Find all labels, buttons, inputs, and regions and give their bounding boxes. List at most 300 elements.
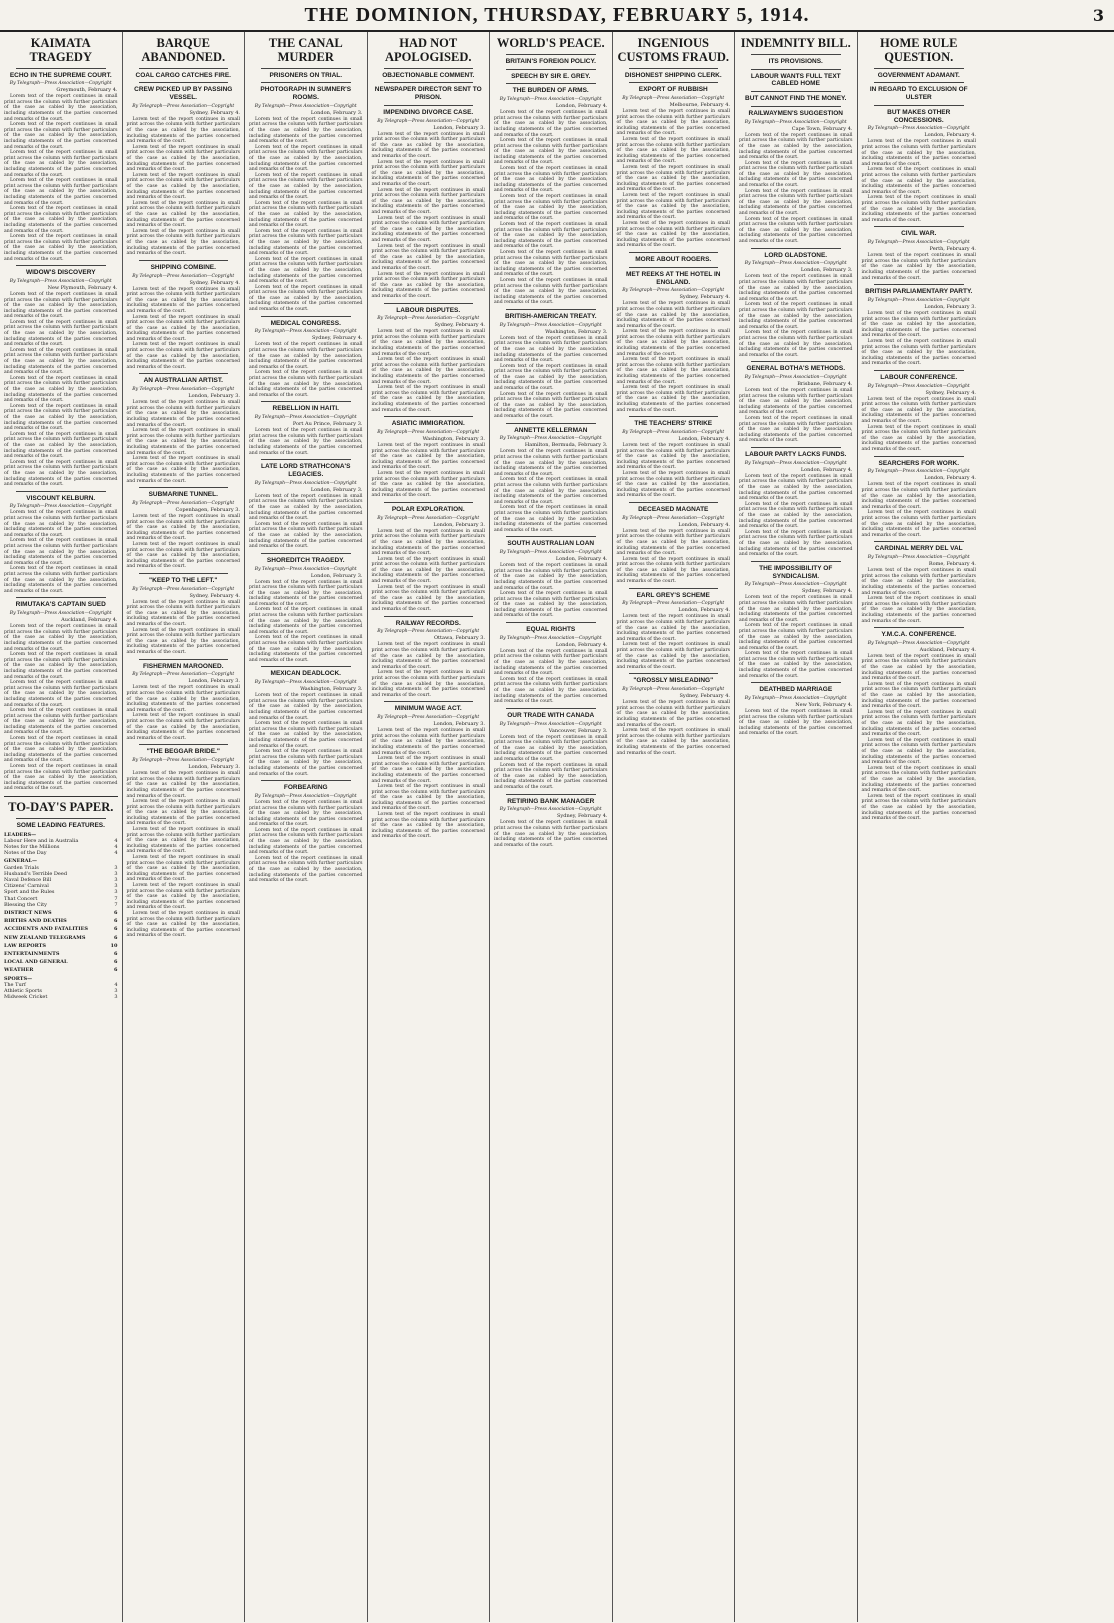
article-subhead: SOUTH AUSTRALIAN LOAN bbox=[507, 540, 595, 548]
article-body bbox=[127, 287, 241, 371]
contents-label: Sport and the Rules bbox=[4, 889, 55, 896]
masthead-title: THE DOMINION, THURSDAY, FEBRUARY 5, 1914. bbox=[304, 4, 810, 26]
article-subhead: SHIPPING COMBINE. bbox=[150, 263, 216, 271]
article bbox=[494, 536, 608, 619]
section-rule bbox=[874, 284, 965, 285]
article-body bbox=[862, 568, 977, 624]
article bbox=[617, 267, 731, 413]
article-body bbox=[372, 642, 486, 698]
section-rule bbox=[506, 708, 596, 709]
article-headline: WORLD'S PEACE. bbox=[496, 36, 605, 50]
article-subhead: EXPORT OF RUBBISH bbox=[638, 86, 708, 94]
section-rule bbox=[139, 82, 229, 83]
headline-rule bbox=[874, 68, 965, 69]
contents-page: 3 bbox=[114, 876, 118, 883]
byline: By Telegraph—Press Association—Copyright bbox=[9, 81, 112, 87]
byline: By Telegraph—Press Association—Copyright bbox=[132, 586, 235, 592]
dateline: Washington, February 3. bbox=[300, 686, 363, 693]
paragraph: Lorem text of the report continues in small print across the column with further particulars of the case as cabled by the association, including statements of the parties concerned and remarks of the court. bbox=[616, 528, 730, 557]
columns bbox=[0, 32, 1114, 1622]
paragraph: Lorem text of the report continues in small print across the column with further particulars of the case as cabled by the association, including statements of the parties concerned and remarks of the court. bbox=[371, 187, 485, 215]
section-rule bbox=[874, 541, 965, 542]
byline: By Telegraph—Press Association—Copyright bbox=[867, 126, 970, 132]
column-1 bbox=[0, 32, 123, 1622]
article bbox=[494, 37, 608, 66]
column-4 bbox=[368, 32, 491, 1622]
paragraph: Lorem text of the report continues in small print across the column with further particulars of the case as cabled by the association, including statements of the parties concerned and remarks of the court. bbox=[371, 784, 485, 812]
dateline: London, February 4. bbox=[555, 103, 608, 110]
paragraph: Lorem text of the report continues in small print across the column with further particulars of the case as cabled by the association, including statements of the parties concerned and remarks of the court. bbox=[249, 428, 363, 456]
byline: By Telegraph—Press Association—Copyright bbox=[744, 460, 847, 466]
article-subhead: MORE ABOUT ROGERS. bbox=[635, 255, 712, 263]
article-body bbox=[862, 482, 977, 538]
article bbox=[4, 597, 118, 792]
paragraph: Lorem text of the report continues in small print across the column with further particulars of the case as cabled by the association, including statements of the parties concerned and remarks of the court. bbox=[739, 651, 853, 679]
paragraph: Lorem text of the report continues in small print across the column with further particulars of the case as cabled by the association, including statements of the parties concerned and remarks of the court. bbox=[494, 563, 608, 591]
article-body bbox=[249, 693, 363, 777]
section-rule bbox=[874, 456, 965, 457]
contents-label: ACCIDENTS AND FATALITIES bbox=[4, 926, 89, 933]
paragraph: Lorem text of the report continues in small print across the column with further particulars of the case as cabled by the association, including statements of the parties concerned and remarks of the court. bbox=[861, 596, 976, 624]
paragraph: Lorem text of the report continues in small print across the column with further particulars of the case as cabled by the association, including statements of the parties concerned and remarks of the court. bbox=[861, 709, 976, 738]
paragraph: Lorem text of the report continues in small print across the column with further particulars of the case as cabled by the association, including statements of the parties concerned and remarks of the court. bbox=[616, 137, 730, 165]
byline: By Telegraph—Press Association—Copyright bbox=[744, 261, 847, 267]
paragraph: Lorem text of the report continues in small print across the column with further particulars of the case as cabled by the association, including statements of the parties concerned and remarks of the court. bbox=[249, 579, 363, 607]
byline: By Telegraph—Press Association—Copyright bbox=[132, 103, 235, 109]
paragraph: Lorem text of the report continues in small print across the column with further particulars of the case as cabled by the association, including statements of the parties concerned and remarks of the court. bbox=[494, 166, 608, 194]
article-subhead: THE TEACHERS' STRIKE bbox=[634, 420, 713, 428]
dateline: London, February 3. bbox=[188, 678, 240, 685]
article bbox=[127, 82, 241, 256]
section-rule bbox=[751, 561, 841, 562]
section-rule bbox=[506, 309, 596, 310]
paragraph: Lorem text of the report continues in small print across the column with further particulars of the case as cabled by the association, including statements of the parties concerned and remarks of the court. bbox=[861, 139, 976, 167]
byline: By Telegraph—Press Association—Copyright bbox=[499, 807, 602, 813]
article-body bbox=[372, 443, 486, 499]
paragraph: Lorem text of the report continues in small print across the column with further particulars of the case as cabled by the association, including statements of the parties concerned and remarks of the court. bbox=[616, 700, 730, 728]
dateline: New York, February 4. bbox=[795, 702, 853, 709]
contents-page: 4 bbox=[114, 981, 118, 988]
article bbox=[372, 502, 486, 613]
article-body bbox=[739, 474, 853, 558]
article-body bbox=[494, 563, 608, 619]
article-body bbox=[372, 529, 486, 613]
paragraph: Lorem text of the report continues in small print across the column with further particulars of the case as cabled by the association, including statements of the parties concerned and remarks of the court. bbox=[126, 342, 240, 370]
article bbox=[249, 82, 363, 312]
paragraph: Lorem text of the report continues in small print across the column with further particulars of the case as cabled by the association, including statements of the parties concerned and remarks of the court. bbox=[4, 150, 118, 178]
article bbox=[494, 69, 608, 81]
article-body bbox=[127, 400, 241, 484]
section-rule bbox=[384, 616, 474, 617]
paragraph: Lorem text of the report continues in small print across the column with further particulars of the case as cabled by the association, including statements of the parties concerned and remarks of the court. bbox=[249, 721, 363, 749]
article-subhead: VISCOUNT KELBURN. bbox=[26, 494, 96, 502]
article bbox=[372, 416, 486, 499]
byline: By Telegraph—Press Association—Copyright bbox=[622, 515, 725, 521]
paragraph: Lorem text of the report continues in small print across the column with further particulars of the case as cabled by the association, including statements of the parties concerned and remarks of the court. bbox=[616, 728, 730, 756]
section-rule bbox=[261, 459, 351, 460]
article bbox=[739, 682, 853, 737]
article-subhead: SEARCHERS FOR WORK. bbox=[878, 459, 960, 467]
byline: By Telegraph—Press Association—Copyright bbox=[254, 329, 357, 335]
dateline: Washington, February 3. bbox=[422, 436, 485, 442]
paragraph: Lorem text of the report continues in small print across the column with further particulars of the case as cabled by the association, including statements of the parties concerned and remarks of the court. bbox=[4, 206, 118, 234]
article bbox=[494, 423, 608, 534]
paragraph: Lorem text of the report continues in small print across the column with further particulars of the case as cabled by the association, including statements of the parties concerned and remarks of the court. bbox=[494, 648, 608, 677]
article-subhead: OUR TRADE WITH CANADA bbox=[507, 711, 595, 719]
dateline: London, February 3. bbox=[800, 267, 853, 274]
contents-label: DISTRICT NEWS bbox=[4, 909, 52, 916]
section-rule bbox=[139, 260, 229, 261]
article-subhead: MEDICAL CONGRESS. bbox=[270, 319, 341, 327]
article bbox=[617, 252, 731, 264]
paragraph: Lorem text of the report continues in small print across the column with further particulars of the case as cabled by the association, including statements of the parties concerned and remarks of the court. bbox=[126, 314, 240, 342]
article-body bbox=[372, 329, 486, 413]
byline: By Telegraph—Press Association—Copyright bbox=[254, 480, 357, 486]
section-rule bbox=[751, 91, 841, 92]
paragraph: Lorem text of the report continues in small print across the column with further particulars of the case as cabled by the association, including statements of the parties concerned and remarks of the court. bbox=[616, 109, 730, 137]
paragraph: Lorem text of the report continues in small print across the column with further particulars of the case as cabled by the association, including statements of the parties concerned and remarks of the court. bbox=[371, 728, 485, 756]
contents-page: 6 bbox=[114, 926, 118, 933]
contents-row bbox=[4, 959, 118, 965]
paragraph: Lorem text of the report continues in small print across the column with further particulars of the case as cabled by the association, including statements of the parties concerned and remarks of the court. bbox=[249, 284, 363, 313]
paragraph: Lorem text of the report continues in small print across the column with further particulars of the case as cabled by the association, including statements of the parties concerned and remarks of the court. bbox=[861, 482, 976, 510]
article bbox=[4, 37, 118, 262]
dateline: Sydney, February 4. bbox=[189, 109, 240, 116]
section-rule bbox=[506, 622, 596, 623]
column-6 bbox=[613, 32, 736, 1622]
contents-label: WEATHER bbox=[4, 967, 34, 974]
dateline: London, February 3. bbox=[924, 303, 976, 310]
article-body bbox=[739, 595, 853, 679]
paragraph: Lorem text of the report continues in small print across the column with further particulars of the case as cabled by the association, including statements of the parties concerned and remarks of the court. bbox=[4, 431, 118, 460]
article bbox=[494, 708, 608, 791]
contents-page: 4 bbox=[114, 843, 118, 850]
article-body bbox=[127, 117, 241, 257]
article bbox=[739, 561, 853, 680]
article-subhead: LATE LORD STRATHCONA'S LEGACIES. bbox=[261, 463, 351, 478]
paragraph: Lorem text of the report continues in small print across the column with further particulars of the case as cabled by the association, including statements of the parties concerned and remarks of the court. bbox=[861, 568, 976, 596]
paragraph: Lorem text of the report continues in small print across the column with further particulars of the case as cabled by the association, including statements of the parties concerned and remarks of the court. bbox=[126, 172, 240, 201]
paragraph: Lorem text of the report continues in small print across the column with further particulars of the case as cabled by the association, including statements of the parties concerned and remarks of the court. bbox=[371, 243, 485, 271]
paragraph: Lorem text of the report continues in small print across the column with further particulars of the case as cabled by the association, including statements of the parties concerned and remarks of the court. bbox=[126, 228, 240, 257]
article-subhead: GENERAL BOTHA'S METHODS. bbox=[746, 365, 846, 373]
headline-rule bbox=[751, 54, 841, 55]
article bbox=[494, 309, 608, 420]
article-subhead: IN REGARD TO EXCLUSION OF ULSTER bbox=[869, 86, 968, 102]
dateline: Sydney, February 4. bbox=[679, 294, 730, 301]
article-body bbox=[862, 253, 977, 281]
byline: By Telegraph—Press Association—Copyright bbox=[254, 415, 357, 421]
contents-label: The Turf bbox=[4, 981, 26, 988]
article-body bbox=[617, 109, 731, 249]
article-body bbox=[127, 514, 241, 570]
paragraph: Lorem text of the report continues in small print across the column with further particulars of the case as cabled by the association, including statements of the parties concerned and remarks of the court. bbox=[126, 685, 240, 713]
section-rule bbox=[261, 553, 351, 554]
dateline: Sydney, February 4. bbox=[434, 322, 485, 329]
article-body bbox=[249, 580, 363, 664]
article-subhead: CIVIL WAR. bbox=[901, 230, 937, 238]
dateline: London, February 4. bbox=[555, 556, 608, 563]
headline-rule bbox=[629, 68, 719, 69]
article-subhead: Y.M.C.A. CONFERENCE. bbox=[881, 631, 957, 639]
contents-list bbox=[4, 832, 118, 1001]
paragraph: Lorem text of the report continues in small print across the column with further particulars of the case as cabled by the association, including statements of the parties concerned and remarks of the court. bbox=[494, 734, 608, 762]
article bbox=[372, 616, 486, 699]
byline: By Telegraph—Press Association—Copyright bbox=[744, 696, 847, 702]
paragraph: Lorem text of the report continues in small print across the column with further particulars of the case as cabled by the association, including statements of the parties concerned and remarks of the court. bbox=[616, 470, 730, 499]
paragraph: Lorem text of the report continues in small print across the column with further particulars of the case as cabled by the association, including statements of the parties concerned and remarks of the court. bbox=[739, 188, 853, 217]
article-subhead: ECHO IN THE SUPREME COURT. bbox=[9, 71, 112, 79]
article-body bbox=[862, 654, 977, 822]
section-rule bbox=[261, 401, 351, 402]
paragraph: Lorem text of the report continues in small print across the column with further particulars of the case as cabled by the association, including statements of the parties concerned and remarks of the court. bbox=[249, 144, 363, 173]
article-subhead: ANNETTE KELLERMAN bbox=[514, 426, 588, 434]
article-subhead: THE BURDEN OF ARMS. bbox=[512, 87, 589, 95]
paragraph: Lorem text of the report continues in small print across the column with further particulars of the case as cabled by the association, including statements of the parties concerned and remarks of the court. bbox=[494, 138, 608, 166]
paragraph: Lorem text of the report continues in small print across the column with further particulars of the case as cabled by the association, including statements of the parties concerned and remarks of the court. bbox=[126, 827, 240, 855]
dateline: London, February 4. bbox=[678, 521, 730, 528]
contents-row bbox=[4, 935, 118, 941]
paragraph: Lorem text of the report continues in small print across the column with further particulars of the case as cabled by the association, including statements of the parties concerned and remarks of the court. bbox=[739, 416, 853, 444]
article-subhead: "THE BEGGAR BRIDE." bbox=[146, 748, 220, 756]
article bbox=[372, 82, 486, 102]
paragraph: Lorem text of the report continues in small print across the column with further particulars of the case as cabled by the association, including statements of the parties concerned and remarks of the court. bbox=[249, 172, 363, 201]
paragraph: Lorem text of the report continues in small print across the column with further particulars of the case as cabled by the association, including statements of the parties concerned and remarks of the court. bbox=[249, 370, 363, 398]
article-subhead: SPEECH BY SIR E. GREY. bbox=[511, 72, 591, 80]
article-body bbox=[249, 342, 363, 398]
paragraph: Lorem text of the report continues in small print across the column with further particulars of the case as cabled by the association, including statements of the parties concerned and remarks of the court. bbox=[4, 347, 118, 376]
section-rule bbox=[139, 487, 229, 488]
column-3 bbox=[245, 32, 368, 1622]
article-subhead: EQUAL RIGHTS bbox=[526, 626, 576, 634]
byline: By Telegraph—Press Association—Copyright bbox=[377, 715, 480, 721]
paragraph: Lorem text of the report continues in small print across the column with further particulars of the case as cabled by the association, including statements of the parties concerned and remarks of the court. bbox=[616, 556, 730, 585]
column-7 bbox=[735, 32, 858, 1622]
paragraph: Lorem text of the report continues in small print across the column with further particulars of the case as cabled by the association, including statements of the parties concerned and remarks of the court. bbox=[616, 385, 730, 413]
dateline: London, February 3. bbox=[188, 393, 240, 400]
paragraph: Lorem text of the report continues in small print across the column with further particulars of the case as cabled by the association, including statements of the parties concerned and remarks of the court. bbox=[371, 215, 485, 243]
paragraph: Lorem text of the report continues in small print across the column with further particulars of the case as cabled by the association, including statements of the parties concerned and remarks of the court. bbox=[861, 167, 976, 195]
contents-page: 7 bbox=[114, 901, 118, 908]
article-subhead: LABOUR PARTY LACKS FUNDS. bbox=[745, 451, 847, 459]
contents-label: NEW ZEALAND TELEGRAMS bbox=[4, 934, 86, 941]
dateline: London, February 4. bbox=[678, 607, 730, 614]
paragraph: Lorem text of the report continues in small print across the column with further particulars of the case as cabled by the association, including statements of the parties concerned and remarks of the court. bbox=[371, 357, 485, 385]
paragraph: Lorem text of the report continues in small print across the column with further particulars of the case as cabled by the association, including statements of the parties concerned and remarks of the court. bbox=[126, 200, 240, 229]
contents-label: Garden Trials bbox=[4, 864, 39, 871]
dateline: Sydney, February 4. bbox=[189, 279, 240, 286]
paragraph: Lorem text of the report continues in small print across the column with further particulars of the case as cabled by the association, including statements of the parties concerned and remarks of the court. bbox=[4, 566, 118, 594]
article-body bbox=[862, 311, 977, 367]
paragraph: Lorem text of the report continues in small print across the column with further particulars of the case as cabled by the association, including statements of the parties concerned and remarks of the court. bbox=[371, 443, 485, 471]
paragraph: Lorem text of the report continues in small print across the column with further particulars of the case as cabled by the association, including statements of the parties concerned and remarks of the court. bbox=[494, 110, 608, 138]
article-body bbox=[862, 139, 977, 223]
paragraph: Lorem text of the report continues in small print across the column with further particulars of the case as cabled by the association, including statements of the parties concerned and remarks of the court. bbox=[494, 676, 608, 705]
section-rule bbox=[629, 673, 719, 674]
dateline: Sydney, February 4. bbox=[925, 389, 976, 396]
article bbox=[862, 105, 977, 224]
byline: By Telegraph—Press Association—Copyright bbox=[132, 273, 235, 279]
article-body bbox=[494, 735, 608, 791]
article-body bbox=[494, 820, 608, 848]
paragraph: Lorem text of the report continues in small print across the column with further particulars of the case as cabled by the association, including statements of the parties concerned and remarks of the court. bbox=[739, 529, 853, 558]
contents-page: 3 bbox=[114, 883, 118, 890]
section-rule bbox=[751, 69, 841, 70]
column-2 bbox=[123, 32, 246, 1622]
paragraph: Lorem text of the report continues in small print across the column with further particulars of the case as cabled by the association, including statements of the parties concerned and remarks of the court. bbox=[249, 200, 363, 229]
article bbox=[127, 744, 241, 939]
paragraph: Lorem text of the report continues in small print across the column with further particulars of the case as cabled by the association, including statements of the parties concerned and remarks of the court. bbox=[4, 764, 118, 792]
dateline: London, February 3. bbox=[310, 109, 363, 116]
article bbox=[739, 447, 853, 558]
contents-page: 6 bbox=[114, 934, 118, 941]
section-rule bbox=[384, 502, 474, 503]
paragraph: Lorem text of the report continues in small print across the column with further particulars of the case as cabled by the association, including statements of the parties concerned and remarks of the court. bbox=[861, 310, 976, 339]
paragraph: Lorem text of the report continues in small print across the column with further particulars of the case as cabled by the association, including statements of the parties concerned and remarks of the court. bbox=[4, 680, 118, 708]
article-headline: KAIMATA TRAGEDY bbox=[29, 36, 92, 64]
section-rule bbox=[874, 226, 965, 227]
paragraph: Lorem text of the report continues in small print across the column with further particulars of the case as cabled by the association, including statements of the parties concerned and remarks of the court. bbox=[4, 510, 118, 538]
contents-page: 3 bbox=[114, 870, 118, 877]
paragraph: Lorem text of the report continues in small print across the column with further particulars of the case as cabled by the association, including statements of the parties concerned and remarks of the court. bbox=[126, 400, 240, 428]
section-rule bbox=[384, 416, 474, 417]
paragraph: Lorem text of the report continues in small print across the column with further particulars of the case as cabled by the association, including statements of the parties concerned and remarks of the court. bbox=[739, 160, 853, 189]
column-8 bbox=[858, 32, 981, 1622]
section-rule bbox=[506, 423, 596, 424]
paragraph: Lorem text of the report continues in small print across the column with further particulars of the case as cabled by the association, including statements of the parties concerned and remarks of the court. bbox=[249, 635, 363, 663]
section-rule bbox=[874, 105, 965, 106]
article bbox=[739, 69, 853, 89]
dateline: Copenhagen, February 3. bbox=[175, 506, 240, 513]
article bbox=[127, 260, 241, 371]
article-headline: BARQUE ABANDONED. bbox=[141, 36, 226, 64]
headline-rule bbox=[506, 54, 596, 55]
paragraph: Lorem text of the report continues in small print across the column with further particulars of the case as cabled by the association, including statements of the parties concerned and remarks of the court. bbox=[126, 428, 240, 456]
article-body bbox=[617, 529, 731, 585]
article-subhead: AN AUSTRALIAN ARTIST. bbox=[143, 377, 223, 385]
paragraph: Lorem text of the report continues in small print across the column with further particulars of the case as cabled by the association, including statements of the parties concerned and remarks of the court. bbox=[249, 493, 363, 522]
article-subhead: THE IMPOSSIBILITY OF SYNDICALISM. bbox=[759, 564, 833, 580]
section-rule bbox=[751, 248, 841, 249]
article-body bbox=[617, 443, 731, 499]
dateline: London, February 3. bbox=[188, 764, 240, 771]
contents-page: 6 bbox=[114, 951, 118, 957]
article bbox=[4, 796, 118, 830]
paragraph: Lorem text of the report continues in small print across the column with further particulars of the case as cabled by the association, including statements of the parties concerned and remarks of the court. bbox=[494, 449, 608, 477]
article-subhead: MINIMUM WAGE ACT. bbox=[394, 705, 462, 713]
paragraph: Lorem text of the report continues in small print across the column with further particulars of the case as cabled by the association, including statements of the parties concerned and remarks of the court. bbox=[371, 812, 485, 840]
headline-rule bbox=[139, 68, 229, 69]
article bbox=[739, 91, 853, 103]
byline: By Telegraph—Press Association—Copyright bbox=[867, 240, 970, 246]
paragraph: Lorem text of the report continues in small print across the column with further particulars of the case as cabled by the association, including statements of the parties concerned and remarks of the court. bbox=[494, 249, 608, 278]
byline: By Telegraph—Press Association—Copyright bbox=[377, 430, 480, 435]
paragraph: Lorem text of the report continues in small print across the column with further particulars of the case as cabled by the association, including statements of the parties concerned and remarks of the court. bbox=[371, 159, 485, 188]
paragraph: Lorem text of the report continues in small print across the column with further particulars of the case as cabled by the association, including statements of the parties concerned and remarks of the court. bbox=[371, 271, 485, 299]
section-rule bbox=[629, 416, 719, 417]
contents-page: 6 bbox=[114, 967, 118, 974]
dateline: London, February 4. bbox=[924, 132, 976, 139]
byline: By Telegraph—Press Association—Copyright bbox=[132, 758, 235, 764]
article-body bbox=[494, 336, 608, 420]
section-rule bbox=[751, 447, 841, 448]
article-body bbox=[4, 94, 118, 262]
contents-page: 4 bbox=[114, 837, 118, 844]
byline: By Telegraph—Press Association—Copyright bbox=[867, 297, 970, 303]
dateline: London, February 4. bbox=[555, 641, 608, 648]
paragraph: Lorem text of the report continues in small print across the column with further particulars of the case as cabled by the association, including statements of the parties concerned and remarks of the court. bbox=[861, 396, 976, 425]
paragraph: Lorem text of the report continues in small print across the column with further particulars of the case as cabled by the association, including statements of the parties concerned and remarks of the court. bbox=[4, 122, 118, 150]
headline-rule bbox=[384, 68, 474, 69]
paragraph: Lorem text of the report continues in small print across the column with further particulars of the case as cabled by the association, including statements of the parties concerned and remarks of the court. bbox=[126, 627, 240, 656]
contents-row bbox=[4, 926, 118, 932]
article-subhead: LORD GLADSTONE. bbox=[764, 251, 828, 259]
article bbox=[617, 82, 731, 249]
headline-rule bbox=[261, 68, 351, 69]
section-rule bbox=[384, 701, 474, 702]
paragraph: Lorem text of the report continues in small print across the column with further particulars of the case as cabled by the association, including statements of the parties concerned and remarks of the court. bbox=[739, 216, 853, 245]
section-rule bbox=[261, 316, 351, 317]
paragraph: Lorem text of the report continues in small print across the column with further particulars of the case as cabled by the association, including statements of the parties concerned and remarks of the court. bbox=[861, 510, 976, 538]
dateline: London, February 3. bbox=[433, 721, 485, 728]
paragraph: Lorem text of the report continues in small print across the column with further particulars of the case as cabled by the association, including statements of the parties concerned and remarks of the court. bbox=[616, 329, 730, 357]
byline: By Telegraph—Press Association—Copyright bbox=[377, 316, 480, 322]
paragraph: Lorem text of the report continues in small print across the column with further particulars of the case as cabled by the association, including statements of the parties concerned and remarks of the court. bbox=[126, 541, 240, 570]
byline: By Telegraph—Press Association—Copyright bbox=[744, 582, 847, 588]
paragraph: Lorem text of the report continues in small print across the column with further particulars of the case as cabled by the association, including statements of the parties concerned and remarks of the court. bbox=[616, 642, 730, 670]
paragraph: Lorem text of the report continues in small print across the column with further particulars of the case as cabled by the association, including statements of the parties concerned and remarks of the court. bbox=[371, 756, 485, 784]
paragraph: Lorem text of the report continues in small print across the column with further particulars of the case as cabled by the association, including statements of the parties concerned and remarks of the court. bbox=[861, 195, 976, 223]
contents-page: 6 bbox=[114, 909, 118, 916]
contents-label: SPORTS— bbox=[4, 975, 33, 982]
article-subhead: EARL GREY'S SCHEME bbox=[636, 591, 710, 599]
article-body bbox=[127, 600, 241, 656]
contents-label: Husband's Terrible Deed bbox=[4, 870, 68, 877]
article bbox=[617, 37, 731, 79]
article-subhead: POLAR EXPLORATION. bbox=[391, 505, 465, 513]
article-body bbox=[127, 771, 241, 939]
article-body bbox=[4, 292, 118, 488]
contents-label: Athletic Sports bbox=[4, 988, 42, 995]
contents-label: ENTERTAINMENTS bbox=[4, 951, 60, 957]
paragraph: Lorem text of the report continues in small print across the column with further particulars of the case as cabled by the association, including statements of the parties concerned and remarks of the court. bbox=[861, 681, 976, 710]
masthead bbox=[0, 0, 1114, 32]
contents-label: Labour Here and in Australia bbox=[4, 837, 79, 844]
contents-label: Naval Defence Bill bbox=[4, 876, 52, 883]
paragraph: Lorem text of the report continues in small print across the column with further particulars of the case as cabled by the association, including statements of the parties concerned and remarks of the court. bbox=[494, 820, 608, 848]
byline: By Telegraph—Press Association—Copyright bbox=[744, 119, 847, 125]
article-headline: INDEMNITY BILL. bbox=[740, 36, 851, 50]
paragraph: Lorem text of the report continues in small print across the column with further particulars of the case as cabled by the association, including statements of the parties concerned and remarks of the court. bbox=[126, 883, 240, 911]
dateline: Hamilton, Bermuda, February 3. bbox=[524, 442, 608, 449]
article bbox=[739, 37, 853, 66]
byline: By Telegraph—Press Association—Copyright bbox=[499, 322, 602, 328]
article bbox=[739, 106, 853, 245]
article-body bbox=[249, 800, 363, 884]
byline: By Telegraph—Press Association—Copyright bbox=[622, 288, 725, 294]
article bbox=[862, 370, 977, 453]
section-rule bbox=[384, 303, 474, 304]
contents-page: 3 bbox=[114, 864, 118, 871]
article-body bbox=[494, 110, 608, 306]
article-body bbox=[494, 649, 608, 705]
dateline: Sydney, February 4. bbox=[557, 813, 608, 820]
article bbox=[617, 588, 731, 671]
section-rule bbox=[384, 105, 474, 106]
headline-rule bbox=[16, 818, 106, 819]
byline: By Telegraph—Press Association—Copyright bbox=[622, 430, 725, 435]
paragraph: Lorem text of the report continues in small print across the column with further particulars of the case as cabled by the association, including statements of the parties concerned and remarks of the court. bbox=[249, 749, 363, 777]
